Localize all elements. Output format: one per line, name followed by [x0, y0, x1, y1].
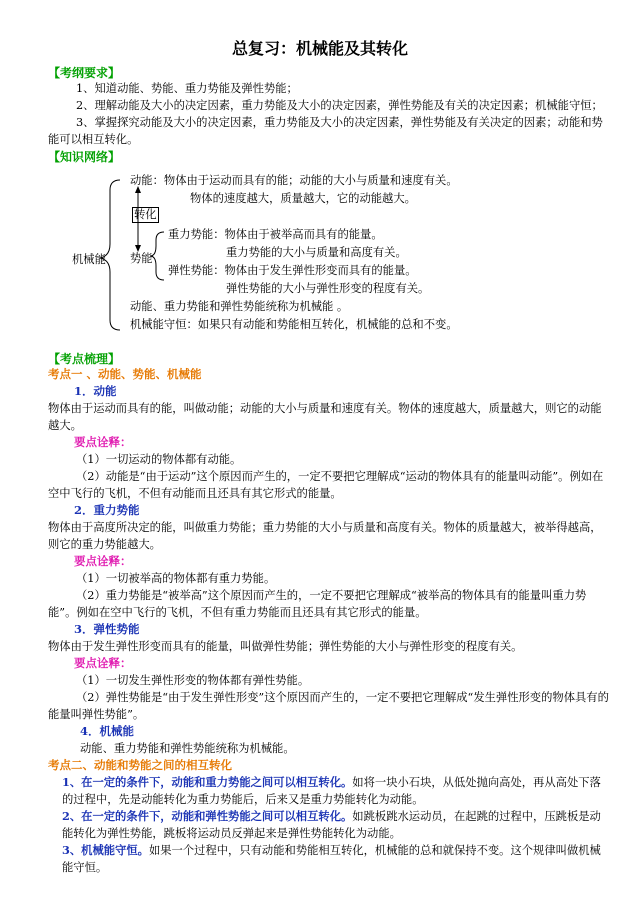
exam-requirements-heading: 【考纲要求】: [48, 66, 121, 80]
section4-title: 4．机械能: [80, 724, 135, 738]
section2-note-1: （1）一切被举高的物体都有重力势能。: [76, 572, 276, 585]
conversion-item-1-body: 如将一块小石块，从低处抛向高处，再从高处下落的过程中，先是动能转化为重力势能后，后来又是重力势能转化为动能。: [62, 776, 601, 806]
section3-note-2: （2）弹性势能是“由于发生弹性形变”这个原因而产生的，一定不要把它理解成“发生弹性形变的物体具有的能量叫弹性势能”。: [48, 691, 609, 721]
section3-title: 3．弹性势能: [74, 622, 140, 636]
section1-title: 1．动能: [74, 384, 117, 398]
network-gravitational-potential-detail: 重力势能的大小与质量和高度有关。: [226, 246, 407, 259]
conversion-item-1: [62, 774, 612, 808]
conversion-item-3-head: 3、机械能守恒。: [62, 843, 149, 857]
network-elastic-potential: 弹性势能：物体由于发生弹性形变而具有的能量。: [168, 264, 417, 277]
network-mechanical-energy-definition: 动能、重力势能和弹性势能统称为机械能 。: [130, 300, 349, 313]
section1-note-2: （2）动能是“由于运动”这个原因而产生的，一定不要把它理解成“运动的物体具有的能量叫动能”。例如在空中飞行的飞机，不但有动能而且还具有其它形式的能量。: [48, 470, 604, 500]
point1-title: 考点一 、动能、势能、机械能: [48, 367, 202, 381]
conversion-item-2-head: 2、在一定的条件下，动能和弹性势能之间可以相互转化。: [62, 809, 353, 823]
exam-requirement-item: 2、理解动能及大小的决定因素，重力势能及大小的决定因素，弹性势能及有关的决定因素；机械能守恒；: [76, 99, 603, 112]
section2-title: 2．重力势能: [74, 503, 140, 517]
network-elastic-potential-detail: 弹性势能的大小与弹性形变的程度有关。: [226, 282, 430, 295]
section3-note-1: （1）一切发生弹性形变的物体都有弹性势能。: [76, 674, 310, 687]
point2-title: 考点二、动能和势能之间的相互转化: [48, 758, 232, 772]
network-gravitational-potential: 重力势能：物体由于被举高而具有的能量。: [168, 228, 383, 241]
section3-note-label: 要点诠释：: [74, 656, 132, 670]
section1-note-label: 要点诠释：: [74, 435, 132, 449]
network-kinetic-energy-detail: 物体的速度越大，质量越大，它的动能越大。: [190, 192, 416, 205]
conversion-item-3: [62, 842, 612, 876]
section3-body: 物体由于发生弹性形变而具有的能量，叫做弹性势能；弹性势能的大小与弹性形变的程度有关。: [48, 640, 523, 653]
network-potential-energy: 势能: [130, 252, 153, 265]
exam-requirement-item: 1、知道动能、势能、重力势能及弹性势能；: [76, 82, 298, 95]
page-title: 总复习：机械能及其转化: [231, 39, 408, 58]
network-kinetic-energy: 动能：物体由于运动而具有的能；动能的大小与质量和速度有关。: [130, 174, 458, 187]
conversion-item-1-head: 1、在一定的条件下，动能和重力势能之间可以相互转化。: [62, 775, 353, 789]
network-root-mechanical-energy: 机械能: [72, 253, 106, 266]
section2-note-label: 要点诠释：: [74, 554, 132, 568]
network-conversion-box: 转化: [134, 208, 157, 221]
section1-body: 物体由于运动而具有的能，叫做动能；动能的大小与质量和速度有关。物体的速度越大，质量越大，则它的动能越大。: [48, 402, 602, 432]
section4-body: 动能、重力势能和弹性势能统称为机械能。: [80, 742, 295, 755]
section2-body: 物体由于高度所决定的能，叫做重力势能；重力势能的大小与质量和高度有关。物体的质量越大，被举得越高，则它的重力势能越大。: [48, 521, 602, 551]
knowledge-network-heading: 【知识网络】: [48, 150, 121, 164]
conversion-item-2-body: 如跳板跳水运动员，在起跳的过程中，压跳板是动能转化为弹性势能，跳板将运动员反弹起来是弹性势能转化为动能。: [62, 810, 601, 840]
section1-note-1: （1）一切运动的物体都有动能。: [76, 453, 242, 466]
conversion-item-3-body: 如果一个过程中，只有动能和势能相互转化，机械能的总和就保持不变。这个规律叫做机械能守恒。: [62, 844, 601, 874]
conversion-item-2: [62, 808, 612, 842]
network-conservation: 机械能守恒：如果只有动能和势能相互转化，机械能的总和不变。: [130, 318, 458, 331]
section2-note-2: （2）重力势能是“被举高”这个原因而产生的，一定不要把它理解成“被举高的物体具有的能量叫重力势能”。例如在空中飞行的飞机，不但有重力势能而且还具有其它形式的能量。: [48, 589, 587, 619]
review-heading: 【考点梳理】: [48, 352, 121, 366]
exam-requirement-item: 3、掌握探究动能及大小的决定因素，重力势能及大小的决定因素，弹性势能及有关决定的因素；动能和势能可以相互转化。: [48, 116, 603, 146]
